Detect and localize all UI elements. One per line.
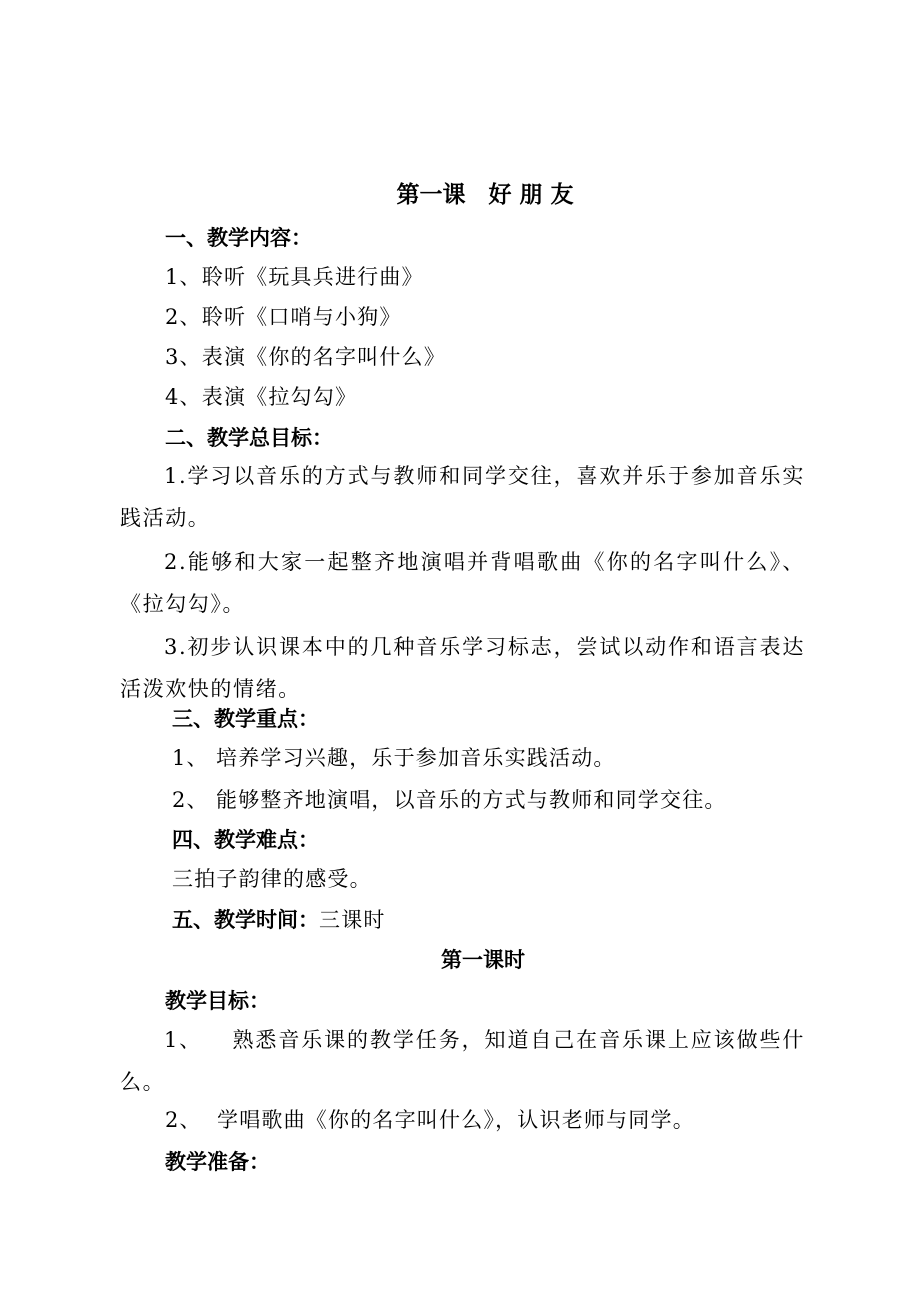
goal-paragraph-1	[120, 455, 805, 539]
time-line	[172, 908, 386, 932]
content-item-4: 4、表演《拉勾勾》	[165, 385, 358, 409]
objective-1-text: 熟悉音乐课的教学任务，知道自己在音乐课上应该做些什么。	[120, 1028, 805, 1094]
key-point-2-text: 能够整齐地演唱，以音乐的方式与教师和同学交往。	[216, 788, 727, 812]
key-point-1-number: 1、	[172, 746, 209, 770]
lesson-title: 第一课时	[441, 948, 525, 972]
objective-1-number: 1、	[164, 1028, 203, 1052]
objective-2-number: 2、	[165, 1108, 202, 1132]
goal-text-3: 3.初步认识课本中的几种音乐学习标志，尝试以动作和语言表达活泼欢快的情绪。	[120, 635, 805, 701]
goal-text-2: 2.能够和大家一起整齐地演唱并背唱歌曲《你的名字叫什么》、《拉勾勾》。	[120, 550, 805, 616]
difficulty-text: 三拍子韵律的感受。	[172, 867, 372, 891]
page-title: 第一课 好 朋 友	[396, 182, 574, 208]
section-heading-content: 一、教学内容：	[165, 226, 312, 250]
key-point-1	[172, 746, 616, 770]
key-point-1-text: 培养学习兴趣，乐于参加音乐实践活动。	[216, 746, 616, 770]
key-point-2	[172, 788, 727, 812]
key-point-2-number: 2、	[172, 788, 209, 812]
objective-paragraph-1	[120, 1019, 805, 1103]
objective-2	[165, 1108, 695, 1132]
section-heading-goals: 二、教学总目标：	[165, 426, 333, 450]
content-item-3: 3、表演《你的名字叫什么》	[165, 345, 446, 369]
section-heading-time: 五、教学时间：	[172, 908, 319, 932]
content-item-1: 1、聆听《玩具兵进行曲》	[165, 265, 424, 289]
time-value: 三课时	[319, 908, 386, 932]
preparation-heading: 教学准备：	[165, 1150, 270, 1174]
goal-text-1: 1.学习以音乐的方式与教师和同学交往，喜欢并乐于参加音乐实践活动。	[120, 464, 805, 530]
goal-paragraph-3	[120, 626, 805, 710]
section-heading-difficulty: 四、教学难点：	[172, 828, 319, 852]
section-heading-key-points: 三、教学重点：	[172, 707, 319, 731]
objective-2-text: 学唱歌曲《你的名字叫什么》，认识老师与同学。	[217, 1108, 695, 1132]
objectives-heading: 教学目标：	[165, 989, 270, 1013]
content-item-2: 2、聆听《口哨与小狗》	[165, 305, 402, 329]
goal-paragraph-2	[120, 541, 805, 625]
